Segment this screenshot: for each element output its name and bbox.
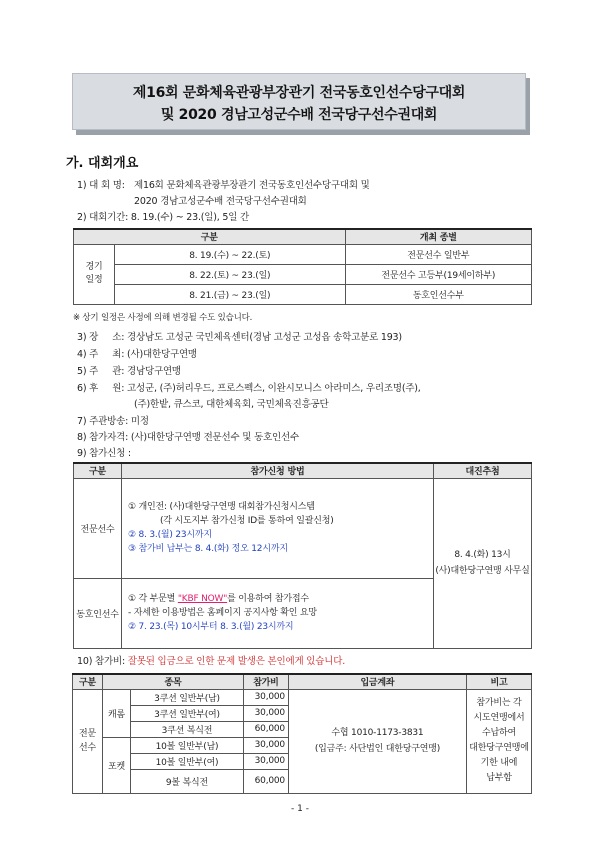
registration-header-category: 구분 [74, 463, 122, 478]
page-number: - 1 - [291, 804, 309, 814]
item-sponsor-line1: 6) 후 원: 고성군, (주)허리우드, 프로스펙스, 이완시모니스 아라미스, 우리조명(주), [77, 383, 421, 394]
registration-header-draw: 대진추첨 [434, 463, 532, 478]
registration-table [73, 462, 532, 649]
item-host: 4) 주 최: (사)대한당구연맹 [77, 349, 197, 360]
fee-remark: 참가비는 각 시도연맹에서 수납하여 대한당구연맹에 기한 내에 납부함 [466, 689, 531, 793]
fee-header-category: 구분 [73, 674, 103, 689]
schedule-note: ※ 상기 일정은 사정에 의해 변경될 수도 있습니다. [73, 313, 253, 323]
amateur-method-line1 [128, 592, 433, 606]
item-organizer: 5) 주 관: 경남당구연맹 [77, 366, 181, 377]
item2-period: 2) 대회기간: 8. 19.(수) ~ 23.(일), 5일 간 [77, 212, 250, 223]
pro-method-line3: ② 8. 3.(월) 23시까지 [128, 530, 212, 540]
account-cell [288, 689, 466, 793]
title-line-1: 제16회 문화체육관광부장관기 전국동호인선수당구대회 [132, 85, 466, 101]
item1-line2: 2020 경남고성군수배 전국당구선수권대회 [134, 196, 307, 207]
carom-label: 캐롬 [103, 689, 131, 737]
fee-event: 10볼 일반부(남) [131, 737, 244, 753]
fee-heading [77, 653, 345, 667]
schedule-date: 8. 21.(금) ~ 23.(일) [115, 284, 346, 304]
item1-label: 1) 대 회 명: [77, 180, 125, 191]
schedule-date: 8. 19.(수) ~ 22.(토) [115, 244, 346, 264]
fee-event: 3쿠션 복식전 [131, 721, 244, 737]
fee-header-event: 종목 [103, 674, 244, 689]
fee-header-account: 입금계좌 [288, 674, 466, 689]
pro-method-line1: ① 개인전: (사)대한당구연맹 대회참가신청시스템 [128, 502, 315, 512]
pocket-label: 포켓 [103, 737, 131, 793]
fee-header-remark: 비고 [466, 674, 531, 689]
pro-method [122, 478, 434, 578]
schedule-date: 8. 22.(토) ~ 23.(일) [115, 264, 346, 284]
draw-cell [434, 478, 532, 648]
draw-time: 8. 4.(화) 13시 [454, 550, 511, 560]
schedule-table [73, 228, 532, 305]
amateur-method [122, 578, 434, 648]
fee-warning: 잘못된 입금으로 인한 문제 발생은 본인에게 있습니다. [127, 656, 346, 667]
schedule-event: 전문선수 일반부 [345, 244, 531, 264]
pro-label: 전문선수 [74, 478, 122, 578]
pro-method-line2: (각 시도지부 참가신청 ID를 통하여 일괄신청) [160, 516, 334, 526]
fee-header-fee: 참가비 [243, 674, 288, 689]
kbf-now-link[interactable]: "KBF NOW" [177, 594, 228, 604]
item-registration: 9) 참가신청 : [77, 448, 131, 459]
registration-header-method: 참가신청 방법 [122, 463, 434, 478]
item-sponsor-line2: (주)한밭, 큐스코, 대한체육회, 국민체육진흥공단 [134, 399, 329, 410]
fee-event: 10볼 일반부(여) [131, 753, 244, 769]
schedule-header-event: 개최 종별 [345, 229, 531, 244]
amateur-method-line3: ② 7. 23.(목) 10시부터 8. 3.(월) 23시까지 [128, 622, 294, 632]
fee-event: 3쿠션 일반부(여) [131, 705, 244, 721]
fee-amount: 30,000 [243, 689, 288, 705]
fee-table [72, 673, 532, 794]
item-eligibility: 8) 참가자격: (사)대한당구연맹 전문선수 및 동호인선수 [77, 432, 299, 443]
fee-event: 9볼 복식전 [131, 769, 244, 793]
amateur-line1-pre: ① 각 부문별 [128, 594, 178, 604]
schedule-header-category: 구분 [74, 229, 346, 244]
item-venue: 3) 장 소: 경상남도 고성군 국민체육센터(경남 고성군 고성읍 송학고분로 193) [77, 332, 402, 343]
item1-line1: 제16회 문화체육관광부장관기 전국동호인선수당구대회 및 [134, 180, 370, 191]
schedule-row-label: 경기 일정 [74, 244, 115, 304]
fee-heading-label: 10) 참가비: [77, 656, 128, 667]
amateur-label: 동호인선수 [74, 578, 122, 648]
draw-location: (사)대한당구연맹 사무실 [435, 566, 530, 576]
account-number: 수협 1010-1173-3831 [331, 728, 424, 738]
fee-amount: 60,000 [243, 721, 288, 737]
title-line-2: 및 2020 경남고성군수배 전국당구선수권대회 [160, 107, 438, 123]
pro-method-line4: ③ 참가비 납부는 8. 4.(화) 정오 12시까지 [128, 544, 288, 554]
amateur-method-line2: - 자세한 이용방법은 홈페이지 공지사항 확인 요망 [128, 608, 317, 618]
title-banner [72, 73, 526, 130]
fee-group-label: 전문 선수 [73, 689, 103, 793]
item-broadcast: 7) 주관방송: 미정 [77, 416, 149, 427]
fee-amount: 30,000 [243, 705, 288, 721]
fee-event: 3쿠션 일반부(남) [131, 689, 244, 705]
fee-amount: 30,000 [243, 737, 288, 753]
fee-amount: 30,000 [243, 753, 288, 769]
schedule-event: 전문선수 고등부(19세이하부) [345, 264, 531, 284]
schedule-event: 동호인선수부 [345, 284, 531, 304]
fee-amount: 60,000 [243, 769, 288, 793]
section-heading: 가. 대회개요 [66, 156, 139, 171]
amateur-line1-post: 를 이용하여 참가접수 [227, 594, 309, 604]
account-holder: (입금주: 사단법인 대한당구연맹) [314, 744, 441, 754]
